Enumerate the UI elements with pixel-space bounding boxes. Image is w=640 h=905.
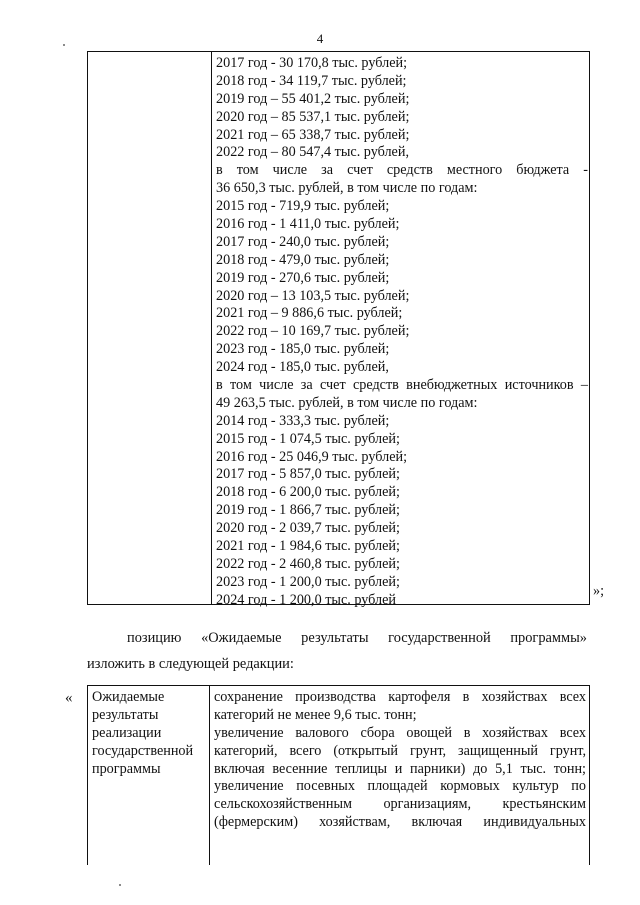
funding-line: 2019 год – 55 401,2 тыс. рублей; xyxy=(216,90,410,107)
funding-line: 2022 год – 80 547,4 тыс. рублей, xyxy=(216,144,409,161)
column-divider xyxy=(209,686,210,865)
funding-line: 2018 год - 479,0 тыс. рублей; xyxy=(216,251,390,268)
expected-results-heading-cell xyxy=(92,689,207,778)
funding-line: в том числе за счет средств внебюджетных источников – xyxy=(216,377,588,394)
scan-speck xyxy=(119,884,121,886)
result-line: включая весенние теплицы и парники) до 5,1 тыс. тонн; xyxy=(214,760,586,777)
heading-line: реализации xyxy=(92,724,162,741)
result-line: увеличение валового сбора овощей в хозяйствах всех xyxy=(214,724,586,741)
funding-line: 2020 год - 2 039,7 тыс. рублей; xyxy=(216,520,400,537)
heading-line: Ожидаемые xyxy=(92,689,165,705)
funding-line: 2021 год – 9 886,6 тыс. рублей; xyxy=(216,305,403,322)
funding-line: 2019 год - 1 866,7 тыс. рублей; xyxy=(216,502,400,519)
result-line: категорий не менее 9,6 тыс. тонн; xyxy=(214,706,417,723)
result-line: сохранение производства картофеля в хозяйствах всех xyxy=(214,689,586,705)
funding-line: 2024 год - 1 200,0 тыс. рублей xyxy=(216,591,396,608)
funding-line: 2016 год - 25 046,9 тыс. рублей; xyxy=(216,448,408,465)
heading-line: результаты xyxy=(92,706,159,723)
funding-line: 2018 год - 34 119,7 тыс. рублей; xyxy=(216,72,407,89)
result-line: (фермерским) хозяйствам, включая индивидуальных xyxy=(214,814,586,831)
amendment-paragraph-line-1: позицию «Ожидаемые результаты государственной программы» xyxy=(127,630,587,646)
amendment-paragraph-line-2: изложить в следующей редакции: xyxy=(87,656,294,672)
page-number: 4 xyxy=(316,31,324,46)
funding-line: 2022 год - 2 460,8 тыс. рублей; xyxy=(216,555,400,572)
funding-table xyxy=(87,51,590,608)
heading-line: государственной xyxy=(92,742,194,759)
funding-line: 2014 год - 333,3 тыс. рублей; xyxy=(216,412,390,429)
funding-line: 2024 год - 185,0 тыс. рублей, xyxy=(216,359,389,376)
heading-line: программы xyxy=(92,760,161,777)
funding-line: 2017 год - 5 857,0 тыс. рублей; xyxy=(216,466,400,483)
result-line: категорий, всего (открытый грунт, защищенный грунт, xyxy=(214,742,586,759)
funding-line: 2023 год - 1 200,0 тыс. рублей; xyxy=(216,573,400,590)
funding-line: 36 650,3 тыс. рублей, в том числе по годам: xyxy=(216,180,478,197)
column-divider xyxy=(211,52,212,604)
funding-line: 2022 год – 10 169,7 тыс. рублей; xyxy=(216,323,410,340)
funding-line: 2021 год - 1 984,6 тыс. рублей; xyxy=(216,538,400,555)
funding-line: 2019 год - 270,6 тыс. рублей; xyxy=(216,269,390,286)
expected-results-text-cell xyxy=(214,689,586,832)
funding-line: 2015 год - 1 074,5 тыс. рублей; xyxy=(216,430,400,447)
closing-quote: »; xyxy=(593,583,605,599)
funding-text-cell xyxy=(216,55,588,610)
opening-quote: « xyxy=(65,690,73,706)
funding-line: 2017 год - 240,0 тыс. рублей; xyxy=(216,233,390,250)
result-line: увеличение посевных площадей кормовых культур по xyxy=(214,778,586,795)
funding-line: в том числе за счет средств местного бюджета - xyxy=(216,162,588,179)
expected-results-table xyxy=(87,685,590,865)
funding-line: 2020 год – 13 103,5 тыс. рублей; xyxy=(216,287,410,304)
funding-line: 2015 год - 719,9 тыс. рублей; xyxy=(216,198,390,215)
funding-line: 2021 год – 65 338,7 тыс. рублей; xyxy=(216,126,410,143)
result-line: сельскохозяйственным организациям, крестьянским xyxy=(214,796,586,813)
funding-line: 2020 год – 85 537,1 тыс. рублей; xyxy=(216,108,410,125)
funding-line: 2016 год - 1 411,0 тыс. рублей; xyxy=(216,216,400,233)
funding-line: 2017 год - 30 170,8 тыс. рублей; xyxy=(216,55,408,71)
funding-line: 2023 год - 185,0 тыс. рублей; xyxy=(216,341,390,358)
funding-line: 49 263,5 тыс. рублей, в том числе по годам: xyxy=(216,394,478,411)
scan-speck xyxy=(63,44,65,46)
funding-line: 2018 год - 6 200,0 тыс. рублей; xyxy=(216,484,400,501)
